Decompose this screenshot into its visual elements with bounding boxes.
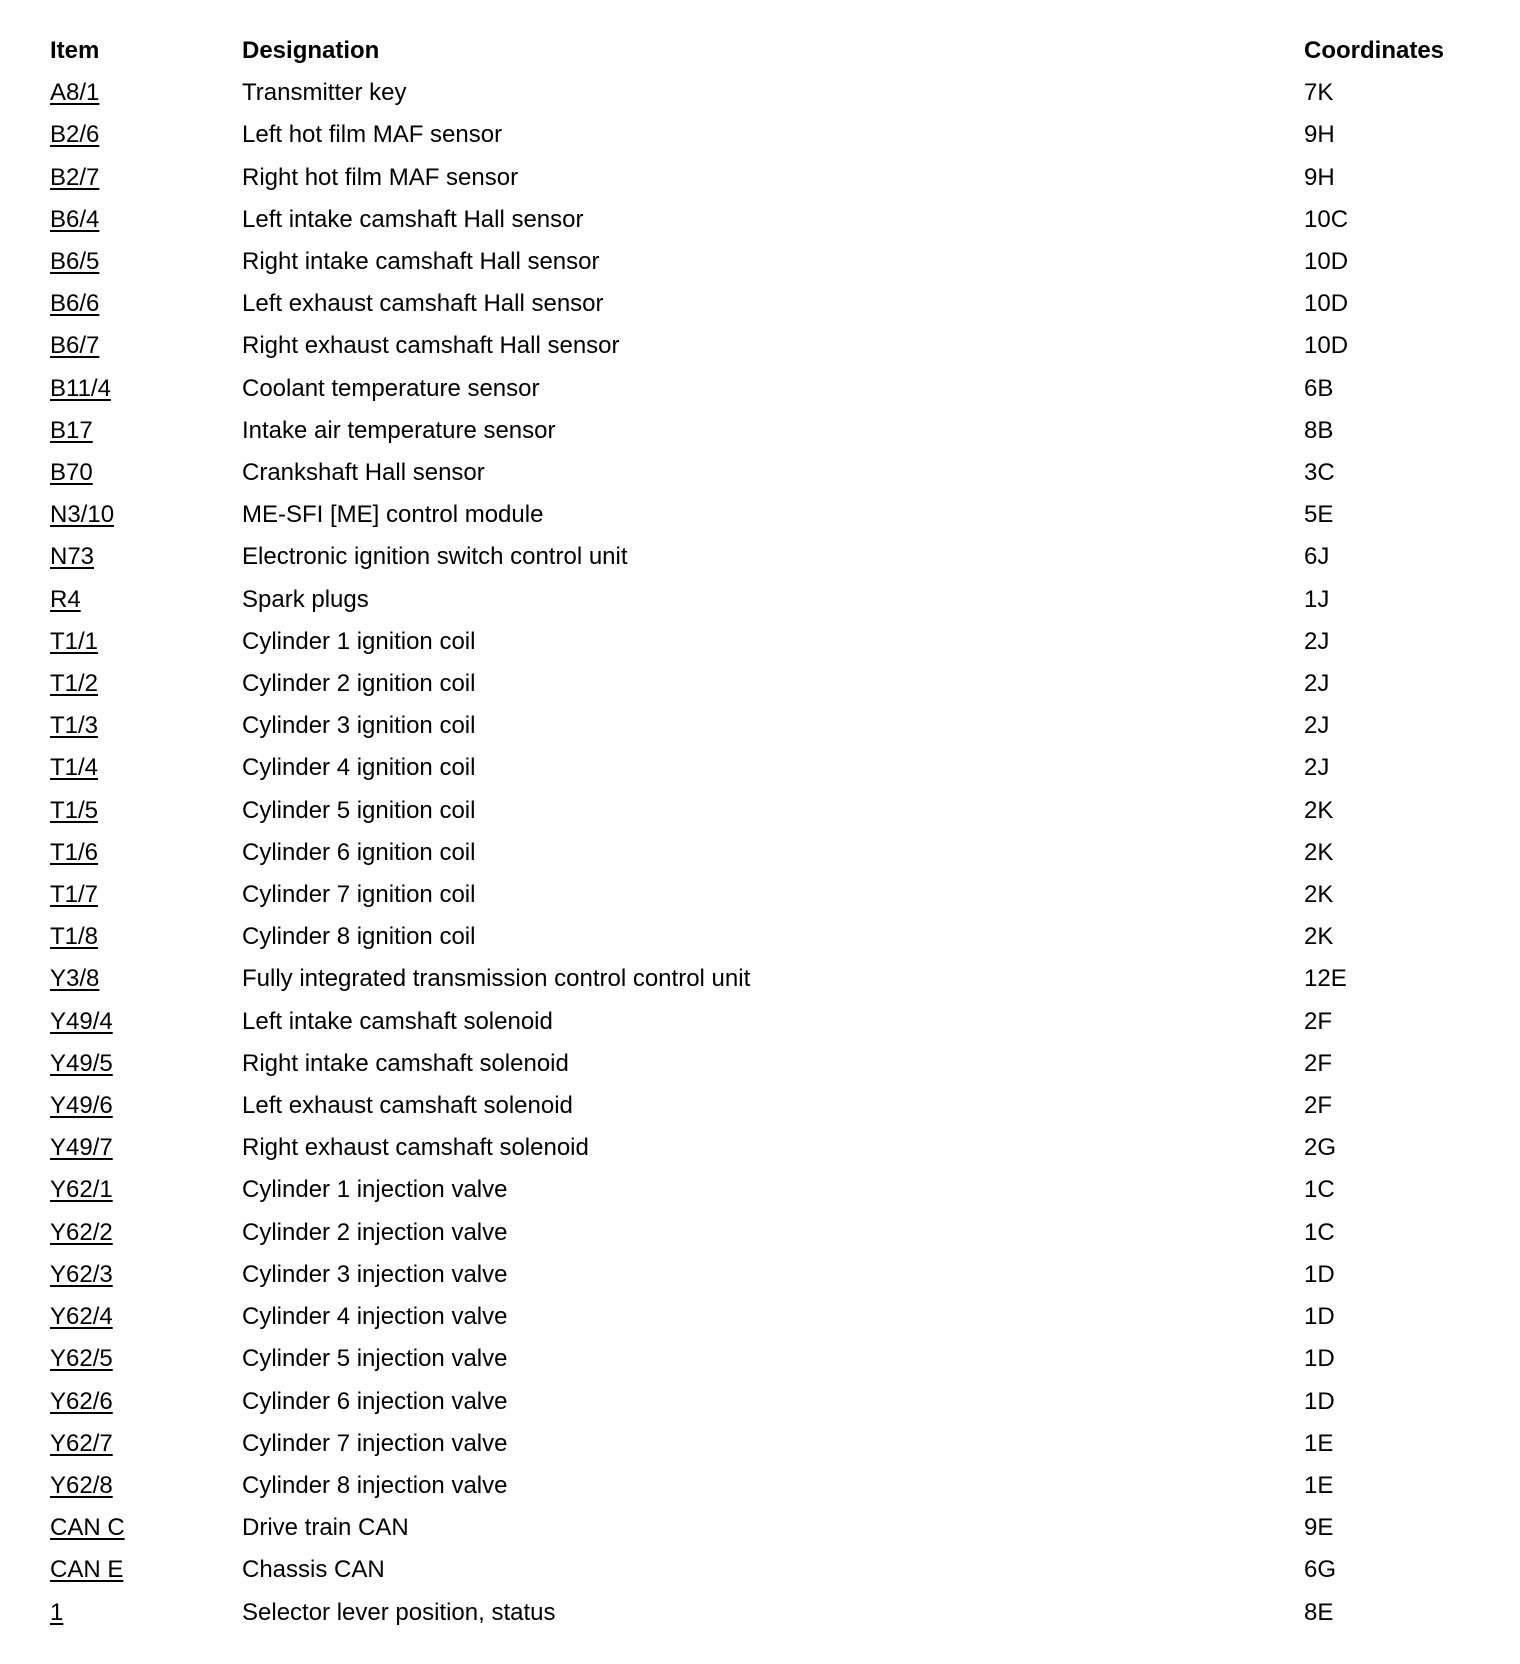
item-cell: [44, 368, 236, 410]
item-cell: [44, 325, 236, 367]
coordinates-cell: 10D: [1304, 332, 1349, 360]
coordinates-cell: 2F: [1304, 1049, 1333, 1077]
component-legend-table: [44, 30, 1464, 1634]
table-row: [44, 832, 1464, 874]
table-row: [44, 325, 1464, 367]
coordinates-cell: 1J: [1304, 585, 1330, 613]
item-cell: [44, 790, 236, 832]
table-row: [44, 663, 1464, 705]
coordinates-cell: 3C: [1304, 459, 1335, 487]
designation-cell: Cylinder 8 ignition coil: [242, 923, 476, 951]
table-row: [44, 958, 1464, 1000]
item-link[interactable]: B2/6: [50, 121, 100, 149]
item-link[interactable]: T1/5: [50, 796, 99, 824]
item-cell: [44, 1127, 236, 1169]
item-link[interactable]: N73: [50, 543, 95, 571]
item-cell: [44, 1465, 236, 1507]
designation-cell: Cylinder 7 ignition coil: [242, 881, 476, 909]
item-link[interactable]: Y62/6: [50, 1387, 113, 1415]
item-cell: [44, 1254, 236, 1296]
designation-cell: Left intake camshaft solenoid: [242, 1007, 553, 1035]
item-link[interactable]: Y62/5: [50, 1345, 113, 1373]
item-link[interactable]: B2/7: [50, 163, 100, 191]
coordinates-column-header: Coordinates: [1304, 37, 1445, 64]
designation-cell: Coolant temperature sensor: [242, 374, 540, 402]
item-link[interactable]: T1/4: [50, 754, 99, 782]
designation-column-header: Designation: [242, 37, 380, 64]
item-link[interactable]: Y62/7: [50, 1429, 113, 1457]
coordinates-cell: 1D: [1304, 1260, 1335, 1288]
designation-cell: Spark plugs: [242, 585, 369, 613]
table-row: [44, 1212, 1464, 1254]
item-cell: [44, 452, 236, 494]
item-cell: [44, 579, 236, 621]
item-cell: [44, 705, 236, 747]
item-link[interactable]: Y62/3: [50, 1260, 113, 1288]
item-link[interactable]: A8/1: [50, 79, 100, 107]
designation-cell: Left exhaust camshaft Hall sensor: [242, 290, 604, 318]
designation-cell: Cylinder 5 injection valve: [242, 1345, 508, 1373]
item-cell: [44, 157, 236, 199]
table-row: [44, 1043, 1464, 1085]
table-row: [44, 790, 1464, 832]
item-link[interactable]: T1/2: [50, 670, 99, 698]
coordinates-cell: 10D: [1304, 248, 1349, 276]
coordinates-cell: 2J: [1304, 754, 1330, 782]
coordinates-cell: 1D: [1304, 1345, 1335, 1373]
table-row: [44, 410, 1464, 452]
table-row: [44, 916, 1464, 958]
item-link[interactable]: Y62/2: [50, 1218, 113, 1246]
designation-cell: Cylinder 6 ignition coil: [242, 838, 476, 866]
table-row: [44, 1169, 1464, 1211]
table-row: [44, 747, 1464, 789]
item-cell: [44, 1001, 236, 1043]
item-link[interactable]: R4: [50, 585, 81, 613]
item-cell: [44, 114, 236, 156]
table-row: [44, 874, 1464, 916]
item-cell: [44, 1296, 236, 1338]
coordinates-cell: 9H: [1304, 121, 1335, 149]
coordinates-cell: 7K: [1304, 79, 1334, 107]
designation-cell: Right hot film MAF sensor: [242, 163, 519, 191]
table-row: [44, 114, 1464, 156]
coordinates-cell: 2K: [1304, 923, 1334, 951]
item-cell: [44, 536, 236, 578]
coordinates-cell: 6J: [1304, 543, 1330, 571]
coordinates-cell: 1E: [1304, 1429, 1334, 1457]
table-row: [44, 1549, 1464, 1591]
coordinates-cell: 8B: [1304, 416, 1334, 444]
item-cell: [44, 1338, 236, 1380]
coordinates-cell: 2J: [1304, 712, 1330, 740]
designation-cell: Left exhaust camshaft solenoid: [242, 1092, 573, 1120]
table-row: [44, 1001, 1464, 1043]
table-row: [44, 536, 1464, 578]
designation-cell: Selector lever position, status: [242, 1598, 556, 1626]
designation-cell: Right intake camshaft Hall sensor: [242, 248, 600, 276]
item-cell: [44, 874, 236, 916]
coordinates-cell: 9H: [1304, 163, 1335, 191]
table-row: [44, 1465, 1464, 1507]
coordinates-cell: 8E: [1304, 1598, 1334, 1626]
coordinates-cell: 9E: [1304, 1514, 1334, 1542]
table-row: [44, 1592, 1464, 1634]
designation-cell: ME-SFI [ME] control module: [242, 501, 544, 529]
item-cell: [44, 621, 236, 663]
item-cell: [44, 958, 236, 1000]
coordinates-cell: 2J: [1304, 627, 1330, 655]
item-link[interactable]: T1/6: [50, 838, 99, 866]
coordinates-cell: 2K: [1304, 881, 1334, 909]
table-row: [44, 1338, 1464, 1380]
coordinates-cell: 10D: [1304, 290, 1349, 318]
coordinates-cell: 2K: [1304, 796, 1334, 824]
table-row: [44, 452, 1464, 494]
designation-cell: Cylinder 8 injection valve: [242, 1471, 508, 1499]
designation-cell: Cylinder 1 injection valve: [242, 1176, 508, 1204]
table-row: [44, 579, 1464, 621]
designation-cell: Right exhaust camshaft solenoid: [242, 1134, 589, 1162]
item-column-header: Item: [50, 37, 100, 64]
table-row: [44, 1296, 1464, 1338]
item-cell: [44, 410, 236, 452]
designation-cell: Cylinder 5 ignition coil: [242, 796, 476, 824]
table-row: [44, 1507, 1464, 1549]
table-row: [44, 199, 1464, 241]
table-row: [44, 157, 1464, 199]
item-link[interactable]: B6/7: [50, 332, 100, 360]
coordinates-cell: 1C: [1304, 1218, 1335, 1246]
item-link[interactable]: Y49/7: [50, 1134, 113, 1162]
item-cell: [44, 494, 236, 536]
item-link[interactable]: Y49/5: [50, 1049, 113, 1077]
coordinates-cell: 2J: [1304, 670, 1330, 698]
coordinates-cell: 5E: [1304, 501, 1334, 529]
item-cell: [44, 1592, 236, 1634]
item-link[interactable]: B6/6: [50, 290, 100, 318]
coordinates-cell: 12E: [1304, 965, 1347, 993]
coordinates-cell: 2G: [1304, 1134, 1337, 1162]
designation-cell: Cylinder 3 injection valve: [242, 1260, 508, 1288]
item-cell: [44, 916, 236, 958]
item-cell: [44, 1212, 236, 1254]
item-cell: [44, 283, 236, 325]
item-cell: [44, 199, 236, 241]
item-link[interactable]: Y62/1: [50, 1176, 113, 1204]
designation-cell: Cylinder 1 ignition coil: [242, 627, 476, 655]
designation-cell: Cylinder 6 injection valve: [242, 1387, 508, 1415]
item-link[interactable]: T1/8: [50, 923, 99, 951]
designation-cell: Cylinder 2 injection valve: [242, 1218, 508, 1246]
coordinates-cell: 1E: [1304, 1471, 1334, 1499]
table-row: [44, 705, 1464, 747]
item-cell: [44, 1085, 236, 1127]
designation-cell: Intake air temperature sensor: [242, 416, 556, 444]
coordinates-cell: 6B: [1304, 374, 1334, 402]
table-row: [44, 72, 1464, 114]
item-cell: [44, 241, 236, 283]
coordinates-cell: 6G: [1304, 1556, 1337, 1584]
table-row: [44, 1085, 1464, 1127]
legend-body: [44, 72, 1464, 1634]
item-link[interactable]: 1: [50, 1598, 64, 1626]
item-cell: [44, 1423, 236, 1465]
item-cell: [44, 832, 236, 874]
designation-cell: Cylinder 3 ignition coil: [242, 712, 476, 740]
designation-cell: Chassis CAN: [242, 1556, 385, 1584]
item-link[interactable]: Y3/8: [50, 965, 100, 993]
item-cell: [44, 663, 236, 705]
item-link[interactable]: B11/4: [50, 374, 111, 402]
designation-cell: Cylinder 4 injection valve: [242, 1303, 508, 1331]
item-link[interactable]: Y49/6: [50, 1092, 113, 1120]
item-link[interactable]: T1/7: [50, 881, 99, 909]
table-row: [44, 621, 1464, 663]
coordinates-cell: 2F: [1304, 1092, 1333, 1120]
table-row: [44, 241, 1464, 283]
designation-cell: Left intake camshaft Hall sensor: [242, 205, 584, 233]
table-row: [44, 283, 1464, 325]
item-cell: [44, 747, 236, 789]
table-row: [44, 1127, 1464, 1169]
item-link[interactable]: Y49/4: [50, 1007, 113, 1035]
designation-cell: Cylinder 4 ignition coil: [242, 754, 476, 782]
table-row: [44, 1423, 1464, 1465]
item-link[interactable]: B17: [50, 416, 93, 444]
item-link[interactable]: Y62/8: [50, 1471, 113, 1499]
item-cell: [44, 1169, 236, 1211]
item-link[interactable]: CAN E: [50, 1556, 124, 1584]
coordinates-cell: 1C: [1304, 1176, 1335, 1204]
coordinates-cell: 2F: [1304, 1007, 1333, 1035]
designation-cell: Crankshaft Hall sensor: [242, 459, 485, 487]
coordinates-cell: 1D: [1304, 1303, 1335, 1331]
coordinates-cell: 10C: [1304, 205, 1349, 233]
designation-cell: Right exhaust camshaft Hall sensor: [242, 332, 620, 360]
item-link[interactable]: B70: [50, 459, 93, 487]
designation-cell: Right intake camshaft solenoid: [242, 1049, 569, 1077]
table-row: [44, 494, 1464, 536]
designation-cell: Electronic ignition switch control unit: [242, 543, 628, 571]
header-row: [44, 30, 1464, 72]
item-link[interactable]: T1/1: [50, 627, 99, 655]
designation-cell: Cylinder 2 ignition coil: [242, 670, 476, 698]
coordinates-cell: 1D: [1304, 1387, 1335, 1415]
item-link[interactable]: N3/10: [50, 501, 115, 529]
item-cell: [44, 1043, 236, 1085]
designation-cell: Transmitter key: [242, 79, 407, 107]
designation-cell: Left hot film MAF sensor: [242, 121, 503, 149]
table-row: [44, 1254, 1464, 1296]
coordinates-cell: 2K: [1304, 838, 1334, 866]
item-link[interactable]: Y62/4: [50, 1303, 113, 1331]
designation-cell: Fully integrated transmission control control unit: [242, 965, 751, 993]
item-cell: [44, 1381, 236, 1423]
item-cell: [44, 1507, 236, 1549]
table-row: [44, 368, 1464, 410]
item-link[interactable]: CAN C: [50, 1514, 125, 1542]
item-cell: [44, 72, 236, 114]
item-link[interactable]: B6/5: [50, 248, 100, 276]
item-link[interactable]: B6/4: [50, 205, 100, 233]
designation-cell: Cylinder 7 injection valve: [242, 1429, 508, 1457]
item-link[interactable]: T1/3: [50, 712, 99, 740]
item-cell: [44, 1549, 236, 1591]
designation-cell: Drive train CAN: [242, 1514, 409, 1542]
table-row: [44, 1381, 1464, 1423]
